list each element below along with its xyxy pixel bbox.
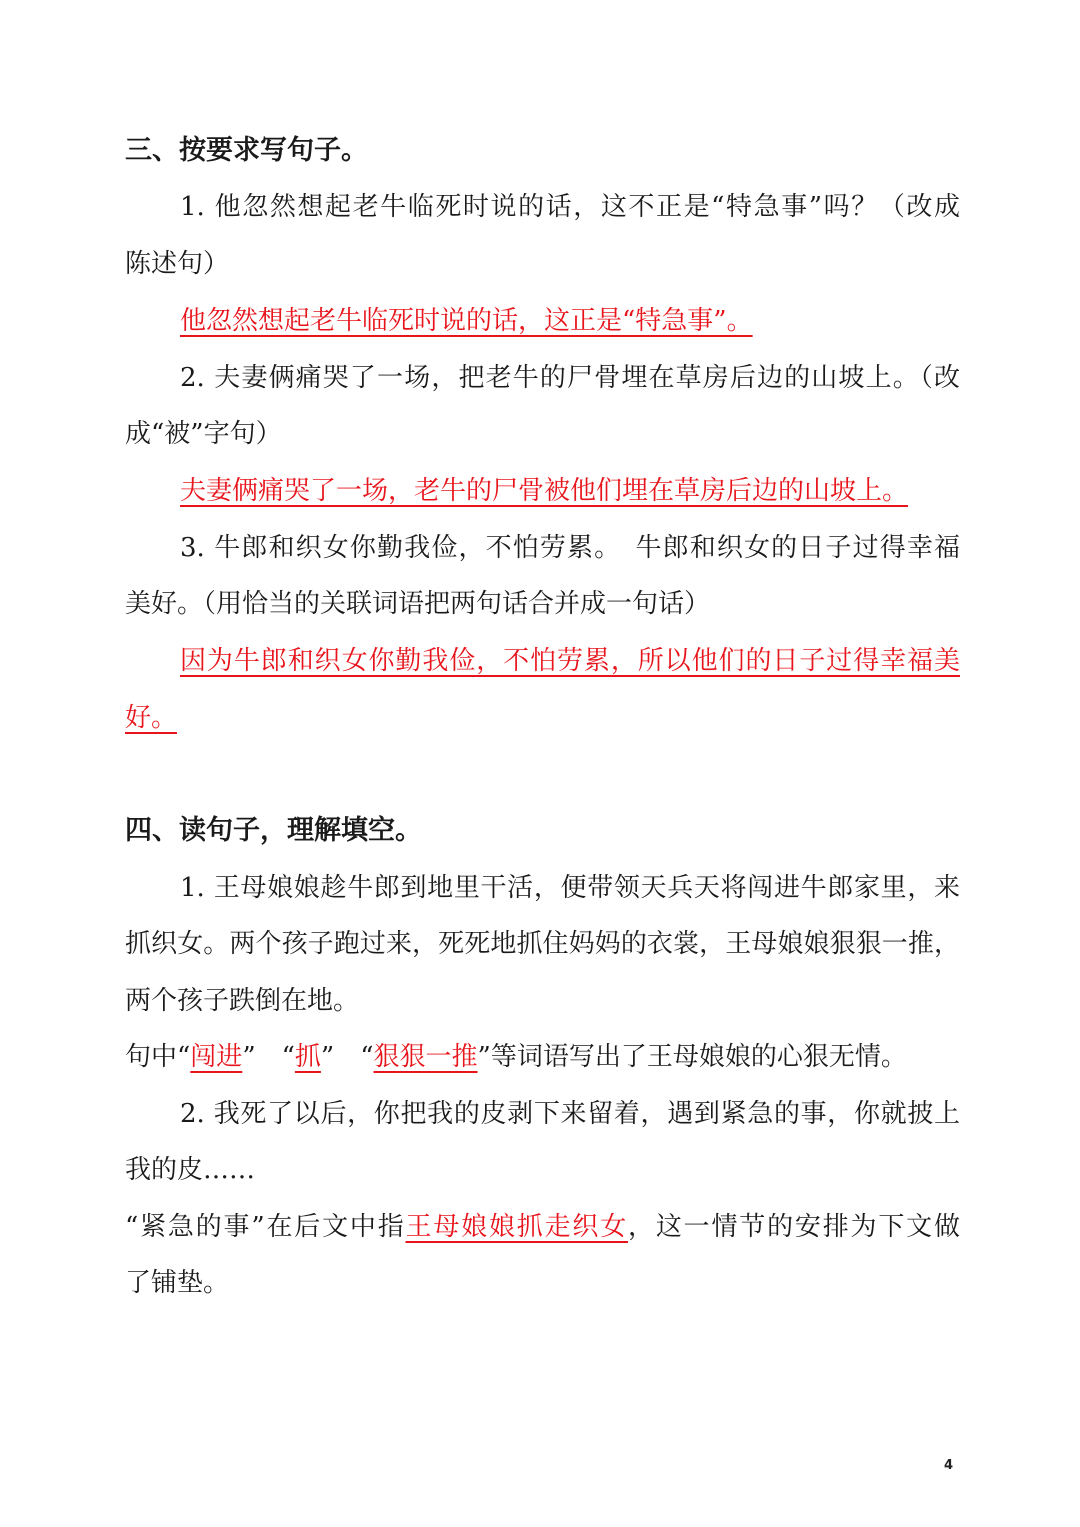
section3-q1-line2: 陈述句） (125, 249, 230, 279)
fill-blank-1: 闯进 (190, 1042, 243, 1072)
fill-blank: 王母娘娘抓走织女 (405, 1212, 629, 1242)
answer-text: 因为牛郎和织女你勤我俭，不怕劳累，所以他们的日子过得幸福美 (180, 646, 960, 676)
section4-q2-line2: 我的皮…… (125, 1155, 256, 1185)
section3-q2-answer (180, 473, 960, 509)
section4-q1-fill (125, 1039, 960, 1075)
fill-prefix: 句中“ (125, 1042, 191, 1072)
section3-q1-line1: 1. 他忽然想起老牛临死时说的话，这不正是“特急事”吗？（改成 (180, 192, 960, 222)
fill-blank-3: 狠狠一推 (373, 1042, 478, 1072)
answer-text: 好。 (125, 703, 178, 733)
fill-separator: ” “ (320, 1042, 374, 1072)
answer-text: 夫妻俩痛哭了一场，老牛的尸骨被他们埋在草房后边的山坡上。 (180, 476, 909, 506)
section4-q2-line1: 2. 我死了以后，你把我的皮剥下来留着，遇到紧急的事，你就披上 (180, 1099, 960, 1129)
section4-q1-line1: 1. 王母娘娘趁牛郎到地里干活，便带领天兵天将闯进牛郎家里，来 (180, 873, 960, 903)
fill-separator: ” “ (242, 1042, 295, 1072)
fill-suffix: ，这一情节的安排为下文做 (628, 1212, 960, 1242)
page-number: 4 (944, 1458, 954, 1473)
section4-q1-line2: 抓织女。两个孩子跑过来，死死地抓住妈妈的衣裳，王母娘娘狠狠一推， (125, 929, 960, 959)
section3-q2-line2: 成“被”字句） (125, 419, 282, 449)
section3-q3-answer-line1 (180, 643, 960, 679)
answer-text: 他忽然想起老牛临死时说的话，这正是“特急事”。 (180, 306, 753, 336)
section3-q2-line1: 2. 夫妻俩痛哭了一场，把老牛的尸骨埋在草房后边的山坡上。（改 (180, 363, 960, 393)
section4-q1-line3: 两个孩子跌倒在地。 (125, 986, 360, 1016)
section3-q3-answer-line2 (125, 700, 960, 736)
section3-q3-line1: 3. 牛郎和织女你勤我俭，不怕劳累。 牛郎和织女的日子过得幸福 (180, 533, 960, 563)
section3-q3-line2: 美好。（用恰当的关联词语把两句话合并成一句话） (125, 589, 711, 619)
section3-heading: 三、按要求写句子。 (125, 135, 368, 166)
section4-heading: 四、读句子，理解填空。 (125, 815, 422, 846)
section4-q2-fill-line2: 了铺垫。 (125, 1268, 230, 1298)
fill-suffix: ”等词语写出了王母娘娘的心狠无情。 (477, 1042, 907, 1072)
fill-blank-2: 抓 (294, 1042, 321, 1072)
section4-q2-fill (125, 1209, 960, 1245)
fill-prefix: “紧急的事”在后文中指 (125, 1212, 406, 1242)
section3-q1-answer (180, 303, 960, 339)
